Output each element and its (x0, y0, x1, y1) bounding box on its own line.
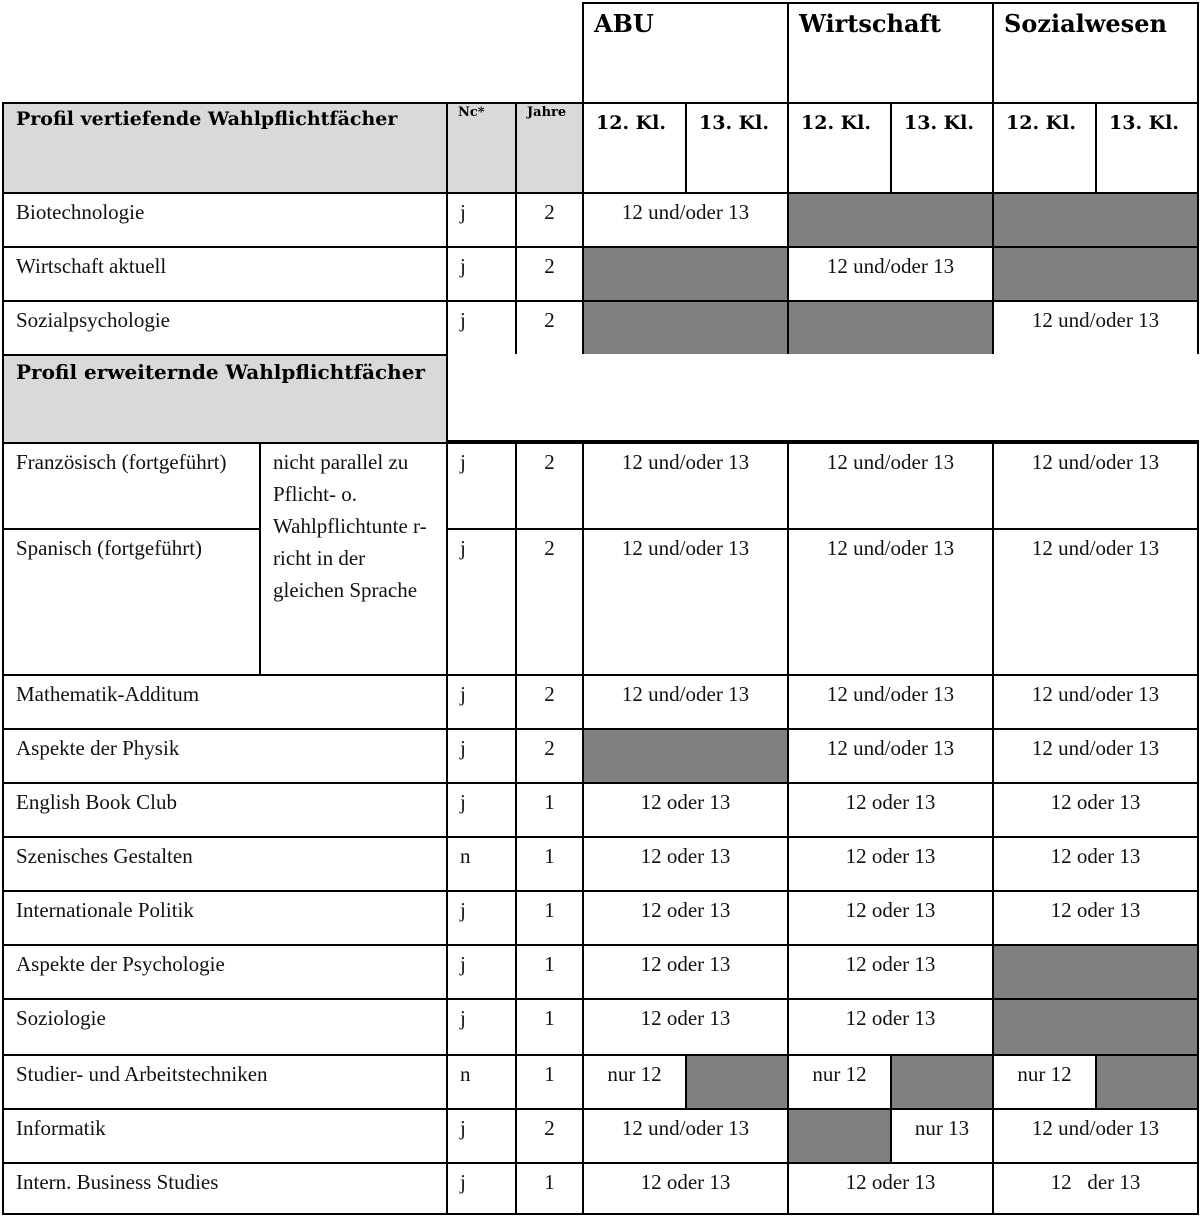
abu-value: 12 oder 13 (582, 944, 789, 1000)
wirtschaft-value: 12 oder 13 (787, 944, 994, 1000)
wirtschaft-value: 12 oder 13 (787, 1162, 994, 1215)
sozialwesen-value: 12 und/oder 13 (992, 528, 1199, 676)
course-name: Spanisch (fortgeführt) (2, 528, 261, 676)
column-header-abu-12: 12. Kl. (582, 102, 687, 194)
jahre-value: 2 (515, 674, 584, 730)
abu-value: 12 und/oder 13 (582, 674, 789, 730)
abu-value: 12 und/oder 13 (582, 442, 789, 530)
jahre-value: 1 (515, 944, 584, 1000)
course-name: Internationale Politik (2, 890, 448, 946)
nc-value: j (446, 528, 517, 676)
wirtschaft-value: 12 und/oder 13 (787, 442, 994, 530)
jahre-value: 2 (515, 442, 584, 530)
unavailable-cell (582, 728, 789, 784)
nc-value: n (446, 836, 517, 892)
nc-value: j (446, 442, 517, 530)
wirtschaft-value: 12 und/oder 13 (787, 528, 994, 676)
nc-value: j (446, 1108, 517, 1164)
course-name: Französisch (fortgeführt) (2, 442, 261, 530)
abu-value: 12 oder 13 (582, 890, 789, 946)
course-name: Soziologie (2, 998, 448, 1056)
unavailable-cell (890, 1054, 994, 1110)
column-header-wirtschaft-13: 13. Kl. (890, 102, 994, 194)
wirtschaft-value: 12 und/oder 13 (787, 246, 994, 302)
wirtschaft-value: 12 und/oder 13 (787, 674, 994, 730)
wirtschaft-value: 12 oder 13 (787, 890, 994, 946)
abu-value: nur 12 (582, 1054, 687, 1110)
nc-value: j (446, 300, 517, 356)
column-header-wirtschaft-12: 12. Kl. (787, 102, 892, 194)
abu-value: 12 oder 13 (582, 1162, 789, 1215)
course-name: Aspekte der Physik (2, 728, 448, 784)
section-header-erweiternd: Profil erweiternde Wahlpflichtfächer (2, 354, 448, 444)
course-name: Biotechnologie (2, 192, 448, 248)
jahre-value: 2 (515, 528, 584, 676)
wirtschaft-value: nur 13 (890, 1108, 994, 1164)
jahre-value: 2 (515, 300, 584, 356)
section-spacer (448, 354, 1199, 442)
sozialwesen-value: 12 oder 13 (992, 890, 1199, 946)
sozialwesen-value: 12 oder 13 (992, 836, 1199, 892)
group-header-abu: ABU (582, 2, 789, 104)
section-header-vertiefend: Profil vertiefende Wahlpflichtfächer (2, 102, 448, 194)
nc-value: j (446, 782, 517, 838)
unavailable-cell (1095, 1054, 1199, 1110)
jahre-value: 1 (515, 836, 584, 892)
abu-value: 12 und/oder 13 (582, 1108, 789, 1164)
course-name: Informatik (2, 1108, 448, 1164)
course-name: Wirtschaft aktuell (2, 246, 448, 302)
abu-value: 12 oder 13 (582, 836, 789, 892)
unavailable-cell (992, 944, 1199, 1000)
sozialwesen-value: 12 und/oder 13 (992, 300, 1199, 356)
nc-value: j (446, 1162, 517, 1215)
sozialwesen-value: 12 der 13 (992, 1162, 1199, 1215)
unavailable-cell (992, 246, 1199, 302)
wirtschaft-value: 12 oder 13 (787, 836, 994, 892)
group-header-wirtschaft: Wirtschaft (787, 2, 994, 104)
column-header-abu-13: 13. Kl. (685, 102, 789, 194)
abu-value: 12 und/oder 13 (582, 192, 789, 248)
course-name: English Book Club (2, 782, 448, 838)
jahre-value: 2 (515, 192, 584, 248)
wirtschaft-value: 12 oder 13 (787, 782, 994, 838)
group-header-sozialwesen: Sozialwesen (992, 2, 1199, 104)
course-note: nicht parallel zu Pflicht- o. Wahlpflichtunte r-richt in der gleichen Sprache (259, 442, 448, 676)
unavailable-cell (685, 1054, 789, 1110)
column-header-jahre: Jahre (515, 102, 584, 194)
jahre-value: 2 (515, 1108, 584, 1164)
jahre-value: 1 (515, 782, 584, 838)
nc-value: j (446, 944, 517, 1000)
abu-value: 12 und/oder 13 (582, 528, 789, 676)
wirtschaft-value: 12 und/oder 13 (787, 728, 994, 784)
jahre-value: 2 (515, 246, 584, 302)
column-header-sozialwesen-12: 12. Kl. (992, 102, 1097, 194)
unavailable-cell (787, 300, 994, 356)
course-name: Aspekte der Psychologie (2, 944, 448, 1000)
nc-value: n (446, 1054, 517, 1110)
nc-value: j (446, 890, 517, 946)
nc-value: j (446, 246, 517, 302)
header-blank (2, 2, 584, 104)
nc-value: j (446, 674, 517, 730)
sozialwesen-value: 12 und/oder 13 (992, 1108, 1199, 1164)
jahre-value: 2 (515, 728, 584, 784)
sozialwesen-value: 12 und/oder 13 (992, 674, 1199, 730)
unavailable-cell (992, 192, 1199, 248)
sozialwesen-value: 12 und/oder 13 (992, 728, 1199, 784)
jahre-value: 1 (515, 1162, 584, 1215)
course-name: Mathematik-Additum (2, 674, 448, 730)
sozialwesen-value: 12 und/oder 13 (992, 442, 1199, 530)
sozialwesen-value: nur 12 (992, 1054, 1097, 1110)
jahre-value: 1 (515, 998, 584, 1056)
sozialwesen-value: 12 oder 13 (992, 782, 1199, 838)
nc-value: j (446, 998, 517, 1056)
course-name: Sozialpsychologie (2, 300, 448, 356)
course-name: Intern. Business Studies (2, 1162, 448, 1215)
unavailable-cell (787, 192, 994, 248)
wirtschaft-value: 12 oder 13 (787, 998, 994, 1056)
unavailable-cell (582, 300, 789, 356)
jahre-value: 1 (515, 890, 584, 946)
abu-value: 12 oder 13 (582, 998, 789, 1056)
unavailable-cell (582, 246, 789, 302)
elective-courses-table (2, 2, 1199, 1215)
abu-value: 12 oder 13 (582, 782, 789, 838)
nc-value: j (446, 192, 517, 248)
column-header-sozialwesen-13: 13. Kl. (1095, 102, 1199, 194)
jahre-value: 1 (515, 1054, 584, 1110)
nc-value: j (446, 728, 517, 784)
column-header-nc: Nc* (446, 102, 517, 194)
course-name: Szenisches Gestalten (2, 836, 448, 892)
unavailable-cell (787, 1108, 892, 1164)
unavailable-cell (992, 998, 1199, 1056)
wirtschaft-value: nur 12 (787, 1054, 892, 1110)
course-name: Studier- und Arbeitstechniken (2, 1054, 448, 1110)
